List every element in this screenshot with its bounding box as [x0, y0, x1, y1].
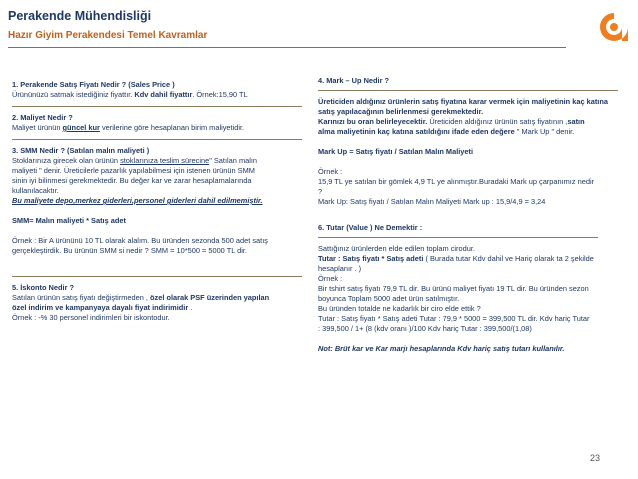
section-divider: [318, 237, 598, 238]
section-smm: 3. SMM Nedir ? (Satılan malın maliyeti ) Stoklarınıza girecek olan ürünün stoklarınıza teslim sürecine" Satılan malın maliyeti " denir. Üreticilerle pazarlık yapılabilmesi için istenen ürünün SMM sinin iyi bilinmesi gerekmektedir. Bu değer kar ve zarar hesaplamalarında kullanılacaktır. Bu maliyete depo,merkez giderleri,personel giderleri dahil edilmemiştir. SMM= Malın maliyeti * Satış adet Örnek : Bir A ürününü 10 TL olarak alalım. Bu üründen sezonda 500 adet satış gerçekleştirdik. Bu ürünün SMM si nedir ? SMM = 10*500 = 5000 TL dir.: [12, 146, 302, 256]
section-heading: 6. Tutar (Value ) Ne Demektir :: [318, 223, 423, 232]
section-heading: 5. İskonto Nedir ?: [12, 283, 75, 292]
section-sales-price: 1. Perakende Satış Fiyatı Nedir ? (Sales Price ) Ürününüzü satmak istediğiniz fiyattır. Kdv dahil fiyattır. Örnek:15,90 TL: [12, 80, 302, 100]
page-subtitle: Hazır Giyim Perakendesi Temel Kavramlar: [8, 30, 208, 41]
section-discount: 5. İskonto Nedir ? Satılan ürünün satış fiyatı değiştirmeden , özel olarak PSF üzerinden yapılan özel indirim ve kampanyaya dayalı fiyat indirimidir . Örnek : -% 30 personel indirimleri bir iskontodur.: [12, 283, 302, 323]
right-column: [318, 76, 618, 360]
page-title: Perakende Mühendisliği: [8, 9, 152, 23]
note-text: Not: Brüt kar ve Kar marjı hesaplarında Kdv hariç satış tutarı kullanılır.: [318, 344, 565, 353]
section-cost: 2. Maliyet Nedir ? Maliyet ürünün güncel kur verilerine göre hesaplanan birim maliyetidir.: [12, 113, 302, 133]
left-column: [12, 80, 302, 329]
section-divider: [12, 139, 302, 140]
section-divider: [12, 106, 302, 107]
section-heading: 3. SMM Nedir ? (Satılan malın maliyeti ): [12, 146, 150, 155]
section-value: Sattığınız ürünlerden elde edilen toplam cirodur. Tutar : Satış fiyatı * Satış adeti ( Burada tutar Kdv dahil ve Hariç olarak ta 2 şekilde hesaplanır . ) Örnek : Bir tshirt satış fiyatı 79,9 TL dir. Bu ürünü maliyet fiyatı 19 TL dir. Bu üründen sezon boyunca Toplam 5000 adet ürün satılmıştır. Bu üründen totalde ne kadarlık bir ciro elde ettik ? Tutar : Satış fiyatı * Satış adeti Tutar : 79,9 * 5000 = 399,500 TL dir. Kdv hariç Tutar : 399,500 / 1+ (8 (kdv oranı )/100 Kdv hariç Tutar : 399,500/(1,08) Not: Brüt kar ve Kar marjı hesaplarında Kdv hariç satış tutarı kullanılır.: [318, 244, 618, 354]
section-heading: 2. Maliyet Nedir ?: [12, 113, 73, 122]
section-divider: [12, 276, 302, 277]
markup-formula: Mark Up = Satış fiyatı / Satılan Malın Maliyeti: [318, 147, 474, 156]
smm-formula: SMM= Malın maliyeti * Satış adet: [12, 216, 126, 225]
page-number: 23: [590, 453, 601, 463]
header-divider: [8, 47, 566, 48]
section-heading: 4. Mark – Up Nedir ?: [318, 76, 390, 85]
section-heading: 1. Perakende Satış Fiyatı Nedir ? (Sales Price ): [12, 80, 175, 89]
section-divider: [318, 90, 618, 91]
section-markup: 4. Mark – Up Nedir ? Üreticiden aldığınız ürünlerin satış fiyatına karar vermek için maliyetinin kaç katına satış yapılacağının belirlenmesi gerekmektedir. Karınızı bu oran belirleyecektir. Üreticiden aldığınız ürünün satış fiyatının ,satın alma maliyetinin kaç katına satıldığını ifade eden değere " Mark Up " denir. Mark Up = Satış fiyatı / Satılan Malın Maliyeti Örnek : 15,9 TL ye satılan bir gömlek 4,9 TL ye alınmıştır.Buradaki Mark up çarpanımız nedir ? Mark Up: Satış fiyatı / Satılan Malın Maliyeti Mark up : 15,9/4,9 = 3,24: [318, 76, 618, 207]
company-logo-icon: [598, 11, 630, 43]
